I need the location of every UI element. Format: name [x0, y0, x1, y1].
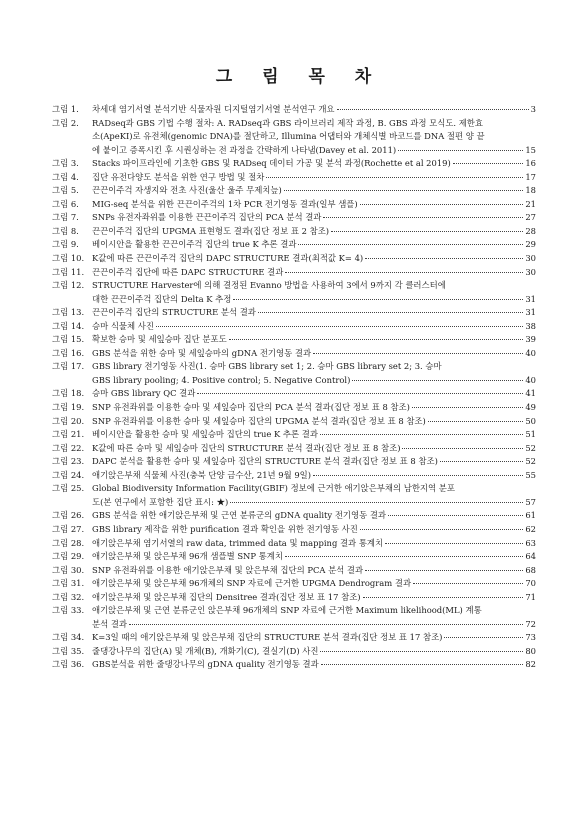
entry-text: SNP 유전좌위를 이용한 승마 및 세잎승마 집단의 UPGMA 분석 결과(집단 정보 표 8 참조)	[92, 415, 426, 426]
entry-text: Global Biodiversity Information Facility(GBIF) 정보에 근거한 애기앉은부채의 남한지역 분포	[92, 483, 455, 494]
entry-text: 도(본 연구에서 포함한 집단 표시: ★)	[92, 496, 229, 507]
figure-number: 그림 18.	[52, 388, 85, 399]
page-number: 30	[525, 266, 536, 277]
page-number: 17	[525, 171, 536, 182]
entry-text: GBS library pooling; 4. Positive control; 5. Negative Control)	[92, 374, 351, 385]
entry-text: 애기앉은부채 식물체 사진(충북 단양 금수산, 21년 9월 9일)	[92, 469, 312, 480]
entry-text: 줄댕강나무의 집단(A) 및 개체(B), 개화기(C), 결실기(D) 사진	[92, 645, 319, 656]
dot-leader	[320, 433, 523, 435]
entry-text: 애기앉은부채 및 앉은부채 집단의 Densitree 결과(집단 정보 표 17 참조)	[92, 591, 361, 602]
entry-text: 애기앉은부채 및 앉은부채 96개 샘플별 SNP 통계치	[92, 551, 283, 562]
page-number: 73	[525, 632, 536, 643]
dot-leader	[320, 650, 523, 652]
figure-number: 그림 4.	[52, 171, 79, 182]
toc-entry[interactable]	[52, 455, 536, 469]
entry-text: 애기앉은부채 염기서열의 raw data, trimmed data 및 mapping 결과 통계치	[92, 537, 384, 548]
entry-text: DAPC 분석을 활용한 승마 및 세잎승마 집단의 STRUCTURE 분석 결과(집단 정보 표 8 참조)	[92, 456, 438, 467]
page-number: 3	[530, 104, 536, 114]
dot-leader	[337, 108, 529, 110]
figure-number: 그림 35.	[52, 645, 85, 656]
dot-leader	[444, 636, 523, 638]
toc-entry[interactable]	[52, 211, 536, 225]
toc-entry[interactable]	[52, 252, 536, 266]
dot-leader	[402, 447, 523, 449]
toc-entry[interactable]	[52, 428, 536, 442]
toc-entry[interactable]	[52, 360, 536, 387]
figure-number: 그림 30.	[52, 564, 85, 575]
dot-leader	[129, 623, 523, 625]
entry-text: K=3일 때의 애기앉은부채 및 앉은부채 집단의 STRUCTURE 분석 결과(집단 정보 표 17 참조)	[92, 632, 443, 643]
figure-number: 그림 1.	[52, 104, 79, 114]
dot-leader	[412, 406, 523, 408]
page-number: 39	[525, 334, 536, 345]
page-number: 52	[525, 456, 536, 467]
toc-entry[interactable]	[52, 103, 536, 117]
figure-number: 그림 31.	[52, 578, 85, 589]
toc-entry[interactable]	[52, 225, 536, 239]
dot-leader	[413, 582, 523, 584]
figure-number: 그림 34.	[52, 632, 85, 643]
entry-text: 에 붙이고 증폭시킨 후 시퀀싱하는 전 과정을 간략하게 나타냄(Davey et al. 2011)	[92, 144, 397, 155]
figure-number: 그림 28.	[52, 537, 85, 548]
toc-entry[interactable]	[52, 306, 536, 320]
dot-leader	[363, 596, 524, 598]
dot-leader	[440, 460, 523, 462]
figure-number: 그림 24.	[52, 469, 85, 480]
figure-number: 그림 15.	[52, 334, 85, 345]
figure-number: 그림 19.	[52, 402, 85, 413]
dot-leader	[285, 271, 523, 273]
figure-number: 그림 7.	[52, 212, 79, 223]
entry-text: SNP 유전좌위를 이용한 애기앉은부채 및 앉은부채 집단의 PCA 분석 결과	[92, 564, 364, 575]
toc-entry[interactable]	[52, 198, 536, 212]
entry-text: 끈끈이주걱 자생지와 전초 사진(울산 울주 무제치늪)	[92, 185, 282, 196]
page-number: 18	[525, 185, 536, 196]
toc-entry[interactable]	[52, 171, 536, 185]
figure-number: 그림 14.	[52, 320, 85, 331]
page-number: 15	[525, 144, 536, 155]
entry-text: 승마 GBS library QC 결과	[92, 388, 196, 399]
entry-text: 끈끈이주걱 집단의 UPGMA 표현형도 결과(집단 정보 표 2 참조)	[92, 225, 330, 236]
dot-leader	[284, 189, 524, 191]
figure-number: 그림 3.	[52, 158, 79, 169]
entry-text: SNP 유전좌위를 이용한 승마 및 세잎승마 집단의 PCA 분석 결과(집단 정보 표 8 참조)	[92, 402, 410, 413]
page-title: 그 림 목 차	[215, 67, 384, 87]
figure-number: 그림 26.	[52, 510, 85, 521]
dot-leader	[197, 392, 523, 394]
page-number: 61	[525, 510, 536, 521]
page-number: 52	[525, 442, 536, 453]
dot-leader	[388, 514, 523, 516]
figure-number: 그림 6.	[52, 198, 79, 209]
toc-entry[interactable]	[52, 645, 536, 659]
figure-number: 그림 16.	[52, 347, 85, 358]
figure-number: 그림 10.	[52, 253, 85, 264]
page-number: 55	[525, 469, 536, 480]
toc-entry[interactable]	[52, 320, 536, 334]
toc-entry[interactable]	[52, 347, 536, 361]
page-number: 63	[525, 537, 536, 548]
figure-number: 그림 29.	[52, 551, 85, 562]
page-number: 28	[525, 225, 536, 236]
entry-text: SNPs 유전자좌위를 이용한 끈끈이주걱 집단의 PCA 분석 결과	[92, 212, 322, 223]
dot-leader	[233, 298, 523, 300]
entry-text: 끈끈이주걱 집단의 STRUCTURE 분석 결과	[92, 307, 256, 318]
entry-text: GBS library 전기영동 사진(1. 승마 GBS library set 1; 2. 승마 GBS library set 2; 3. 승마	[92, 361, 442, 372]
toc-entry[interactable]	[52, 184, 536, 198]
page-number: 50	[525, 415, 536, 426]
page-number: 21	[525, 198, 536, 209]
figure-number: 그림 22.	[52, 442, 85, 453]
page-number: 29	[525, 239, 536, 250]
page-number: 68	[525, 564, 536, 575]
toc-entry[interactable]	[52, 631, 536, 645]
dot-leader	[229, 338, 524, 340]
figure-number: 그림 32.	[52, 591, 85, 602]
entry-text: 대한 끈끈이주걱 집단의 Delta K 추정	[92, 293, 232, 304]
entry-text: 집단 유전다양도 분석을 위한 연구 방법 및 절차	[92, 171, 265, 182]
page-number: 31	[525, 293, 536, 304]
figure-number: 그림 13.	[52, 307, 85, 318]
dot-leader	[298, 243, 523, 245]
dot-leader	[360, 528, 524, 530]
page-number: 62	[525, 523, 536, 534]
figure-list	[52, 103, 536, 672]
entry-text: 분석 결과	[92, 618, 128, 629]
dot-leader	[398, 149, 523, 151]
entry-text: 베이시안을 활용한 끈끈이주걱 집단의 true K 추론 결과	[92, 239, 297, 250]
page-number: 51	[525, 429, 536, 440]
toc-entry[interactable]	[52, 523, 536, 537]
figure-number: 그림 2.	[52, 117, 79, 128]
toc-entry[interactable]	[52, 550, 536, 564]
page-number: 49	[525, 402, 536, 413]
dot-leader	[428, 420, 524, 422]
dot-leader	[365, 569, 523, 571]
figure-number: 그림 9.	[52, 239, 79, 250]
dot-leader	[313, 474, 523, 476]
toc-entry[interactable]	[52, 537, 536, 551]
figure-number: 그림 25.	[52, 483, 85, 494]
toc-entry[interactable]	[52, 469, 536, 483]
entry-text: K값에 따른 승마 및 세잎승마 집단의 STRUCTURE 분석 결과(집단 정보 표 8 참조)	[92, 442, 401, 453]
dot-leader	[360, 203, 524, 205]
entry-text: GBS 분석을 위한 애기앉은부채 및 근연 분류군의 gDNA quality 전기영동 결과	[92, 510, 387, 521]
dot-leader	[266, 176, 523, 178]
toc-entry[interactable]	[52, 509, 536, 523]
page-number: 27	[525, 212, 536, 223]
toc-entry[interactable]	[52, 157, 536, 171]
entry-text: 베이시안을 활용한 승마 및 세잎승마 집단의 true K 추론 결과	[92, 429, 318, 440]
figure-number: 그림 21.	[52, 429, 85, 440]
dot-leader	[156, 325, 523, 327]
entry-text: 차세대 염기서열 분석기반 식물자원 디지털염기서열 분석연구 개요	[92, 104, 335, 114]
dot-leader	[323, 216, 523, 218]
dot-leader	[453, 162, 524, 164]
page-number: 80	[525, 645, 536, 656]
toc-entry[interactable]	[52, 658, 536, 672]
page-number: 40	[525, 374, 536, 385]
toc-entry[interactable]	[52, 279, 536, 306]
figure-number: 그림 17.	[52, 361, 85, 372]
page-number: 41	[525, 388, 536, 399]
entry-text: 승마 식물체 사진	[92, 320, 154, 331]
toc-entry[interactable]	[52, 442, 536, 456]
figure-number: 그림 11.	[52, 266, 85, 277]
toc-entry[interactable]	[52, 333, 536, 347]
page-number: 31	[525, 307, 536, 318]
entry-text: 끈끈이주걱 집단에 따른 DAPC STRUCTURE 결과	[92, 266, 284, 277]
dot-leader	[285, 555, 523, 557]
toc-entry[interactable]	[52, 577, 536, 591]
page-number: 72	[525, 618, 536, 629]
figure-number: 그림 33.	[52, 605, 85, 616]
entry-text: 확보한 승마 및 세잎승마 집단 분포도	[92, 334, 227, 345]
figure-number: 그림 36.	[52, 659, 85, 670]
page-number: 57	[525, 496, 536, 507]
entry-text: GBS 분석을 위한 승마 및 세잎승마의 gDNA 전기영동 결과	[92, 347, 312, 358]
entry-text: GBS library 제작을 위한 purification 결과 확인을 위한 전기영동 사진	[92, 523, 358, 534]
page-number: 64	[525, 551, 536, 562]
page-number: 30	[525, 253, 536, 264]
figure-number: 그림 20.	[52, 415, 85, 426]
toc-entry[interactable]	[52, 266, 536, 280]
page-number: 70	[525, 578, 536, 589]
toc-entry[interactable]	[52, 591, 536, 605]
entry-text: 애기앉은부채 및 근연 분류군인 앉은부채 96개체의 SNP 자료에 근거한 Maximum likelihood(ML) 계통	[92, 605, 482, 616]
figure-number: 그림 27.	[52, 523, 85, 534]
entry-text: GBS분석을 위한 줄댕강나무의 gDNA quality 전기영동 결과	[92, 659, 319, 670]
dot-leader	[258, 311, 523, 313]
dot-leader	[385, 542, 523, 544]
toc-entry[interactable]	[52, 604, 536, 631]
entry-text: RADseq과 GBS 기법 수행 절차: A. RADseq과 GBS 라이브러리 제작 과정, B. GBS 과정 모식도. 제한효	[92, 117, 483, 128]
entry-text: 소(ApeKI)로 유전체(genomic DNA)를 절단하고, Illumina 어댑터와 개체식별 바코드를 DNA 절편 양 끝	[92, 131, 485, 142]
figure-number: 그림 12.	[52, 280, 85, 291]
dot-leader	[321, 663, 524, 665]
toc-entry[interactable]	[52, 415, 536, 429]
toc-entry[interactable]	[52, 117, 536, 158]
toc-entry[interactable]	[52, 401, 536, 415]
dot-leader	[331, 230, 523, 232]
page-number: 40	[525, 347, 536, 358]
entry-text: MIG-seq 분석을 위한 끈끈이주걱의 1차 PCR 전기영동 결과(일부 샘플)	[92, 198, 358, 209]
entry-text: 애기앉은부채 및 앉은부채 96개체의 SNP 자료에 근거한 UPGMA Dendrogram 결과	[92, 578, 412, 589]
toc-entry[interactable]	[52, 387, 536, 401]
entry-text: K값에 따른 끈끈이주걱 집단의 DAPC STRUCTURE 결과(최적값 K= 4)	[92, 253, 364, 264]
entry-text: STRUCTURE Harvester에 의해 결정된 Evanno 방법을 사용하여 3에서 9까지 각 클러스터에	[92, 280, 446, 291]
page-number: 16	[525, 158, 536, 169]
entry-text: Stacks 파이프라인에 기초한 GBS 및 RADseq 데이터 가공 및 분석 과정(Rochette et al 2019)	[92, 158, 451, 169]
page-number: 71	[525, 591, 536, 602]
figure-number: 그림 23.	[52, 456, 85, 467]
dot-leader	[365, 257, 523, 259]
page-number: 82	[525, 659, 536, 670]
dot-leader	[230, 501, 523, 503]
dot-leader	[352, 379, 523, 381]
toc-entry[interactable]	[52, 482, 536, 509]
figure-number: 그림 5.	[52, 185, 79, 196]
figure-number: 그림 8.	[52, 225, 79, 236]
toc-entry[interactable]	[52, 564, 536, 578]
toc-entry[interactable]	[52, 238, 536, 252]
page-number: 38	[525, 320, 536, 331]
dot-leader	[313, 352, 523, 354]
